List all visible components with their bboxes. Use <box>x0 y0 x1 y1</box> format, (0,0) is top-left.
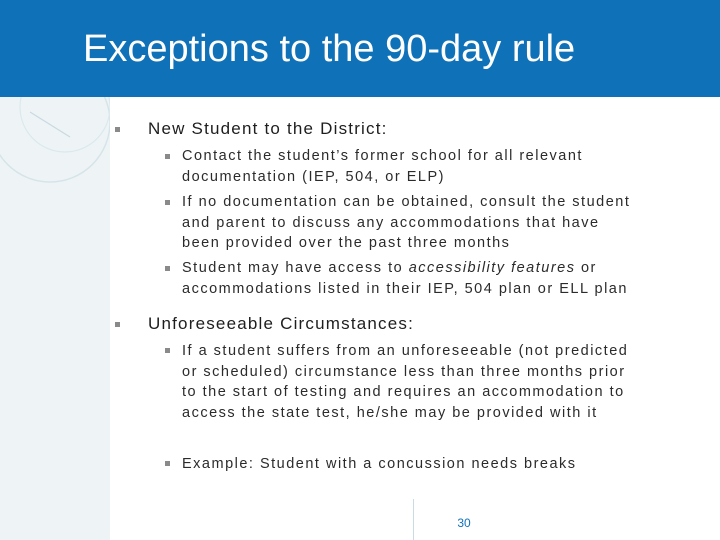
item-line: Example: Student with a concussion needs breaks <box>182 456 577 472</box>
list-item <box>182 146 712 187</box>
list-item <box>182 454 712 475</box>
item-line: Contact the student’s former school for all relevant <box>182 148 583 164</box>
sub-bullet <box>165 154 170 159</box>
item-line-end: or <box>575 260 597 276</box>
item-line: and parent to discuss any accommodations that have <box>182 214 600 231</box>
section-heading-unforeseeable: Unforeseeable Circumstances: <box>148 314 415 333</box>
item-line: to the start of testing and requires an accommodation to <box>182 384 625 400</box>
page-number: 30 <box>457 516 471 530</box>
item-line: accommodations listed in their IEP, 504 plan or ELL plan <box>182 280 628 297</box>
list-item <box>182 192 712 254</box>
section-bullet <box>115 127 120 132</box>
section-heading-new-student: New Student to the District: <box>148 119 388 138</box>
item-line: access the state test, he/she may be provided with it <box>182 404 598 421</box>
item-line: been provided over the past three months <box>182 235 511 251</box>
list-item <box>182 258 712 299</box>
slide-title: Exceptions to the 90-day rule <box>83 28 576 70</box>
sub-bullet <box>165 200 170 205</box>
item-line: If a student suffers from an unforeseeable (not predicted <box>182 343 629 359</box>
section-bullet <box>115 322 120 327</box>
sub-bullet <box>165 266 170 271</box>
list-item <box>182 341 712 423</box>
sub-bullet <box>165 348 170 353</box>
item-line-start: Student may have access to <box>182 260 409 276</box>
accessibility-features-emphasis: accessibility features <box>408 260 576 276</box>
sub-bullet <box>165 461 170 466</box>
page-divider <box>413 499 414 540</box>
item-line: documentation (IEP, 504, or ELP) <box>182 168 445 185</box>
item-line: or scheduled) circumstance less than three months prior <box>182 363 626 380</box>
item-line: If no documentation can be obtained, consult the student <box>182 194 631 210</box>
